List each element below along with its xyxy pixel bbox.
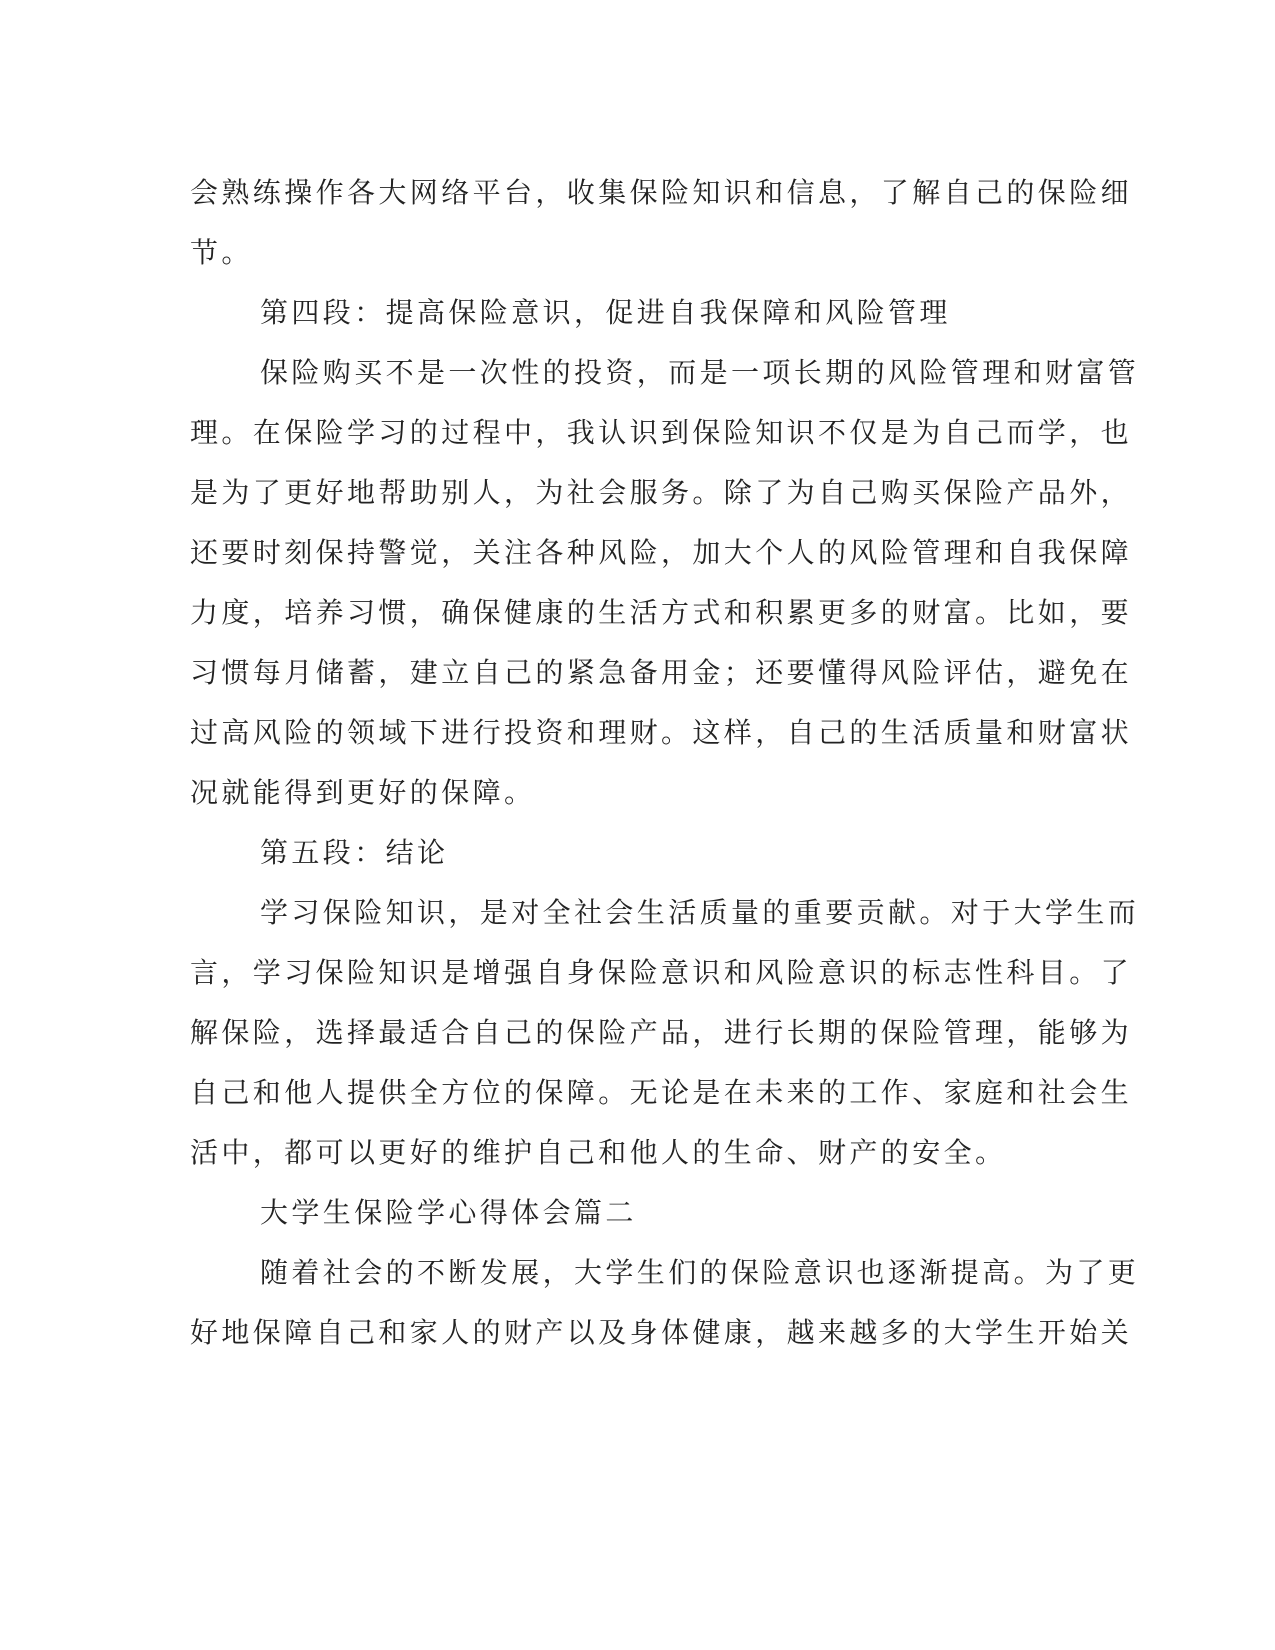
text-line: 随着社会的不断发展，大学生们的保险意识也逐渐提高。为了更 [260,1256,1140,1289]
text-line: 况就能得到更好的保障。 [190,776,536,809]
section-heading: 第五段：结论 [260,836,449,869]
text-line: 会熟练操作各大网络平台，收集保险知识和信息，了解自己的保险细 [190,176,1133,209]
text-line: 习惯每月储蓄，建立自己的紧急备用金；还要懂得风险评估，避免在 [190,656,1133,689]
text-line: 学习保险知识，是对全社会生活质量的重要贡献。对于大学生而 [260,896,1140,929]
text-line: 保险购买不是一次性的投资，而是一项长期的风险管理和财富管 [260,356,1140,389]
section-heading: 第四段：提高保险意识，促进自我保障和风险管理 [260,296,951,329]
text-line: 还要时刻保持警觉，关注各种风险，加大个人的风险管理和自我保障 [190,536,1133,569]
text-line: 过高风险的领域下进行投资和理财。这样，自己的生活质量和财富状 [190,716,1133,749]
text-line: 理。在保险学习的过程中，我认识到保险知识不仅是为自己而学，也 [190,416,1133,449]
document-body [190,163,1140,1363]
text-line: 言，学习保险知识是增强自身保险意识和风险意识的标志性科目。了 [190,956,1133,989]
text-line: 自己和他人提供全方位的保障。无论是在未来的工作、家庭和社会生 [190,1076,1133,1109]
text-line: 力度，培养习惯，确保健康的生活方式和积累更多的财富。比如，要 [190,596,1133,629]
text-line: 活中，都可以更好的维护自己和他人的生命、财产的安全。 [190,1136,1007,1169]
article-title: 大学生保险学心得体会篇二 [260,1196,637,1229]
text-line: 节。 [190,236,253,269]
text-line: 解保险，选择最适合自己的保险产品，进行长期的保险管理，能够为 [190,1016,1133,1049]
text-line: 好地保障自己和家人的财产以及身体健康，越来越多的大学生开始关 [190,1316,1133,1349]
text-line: 是为了更好地帮助别人，为社会服务。除了为自己购买保险产品外， [190,476,1133,509]
